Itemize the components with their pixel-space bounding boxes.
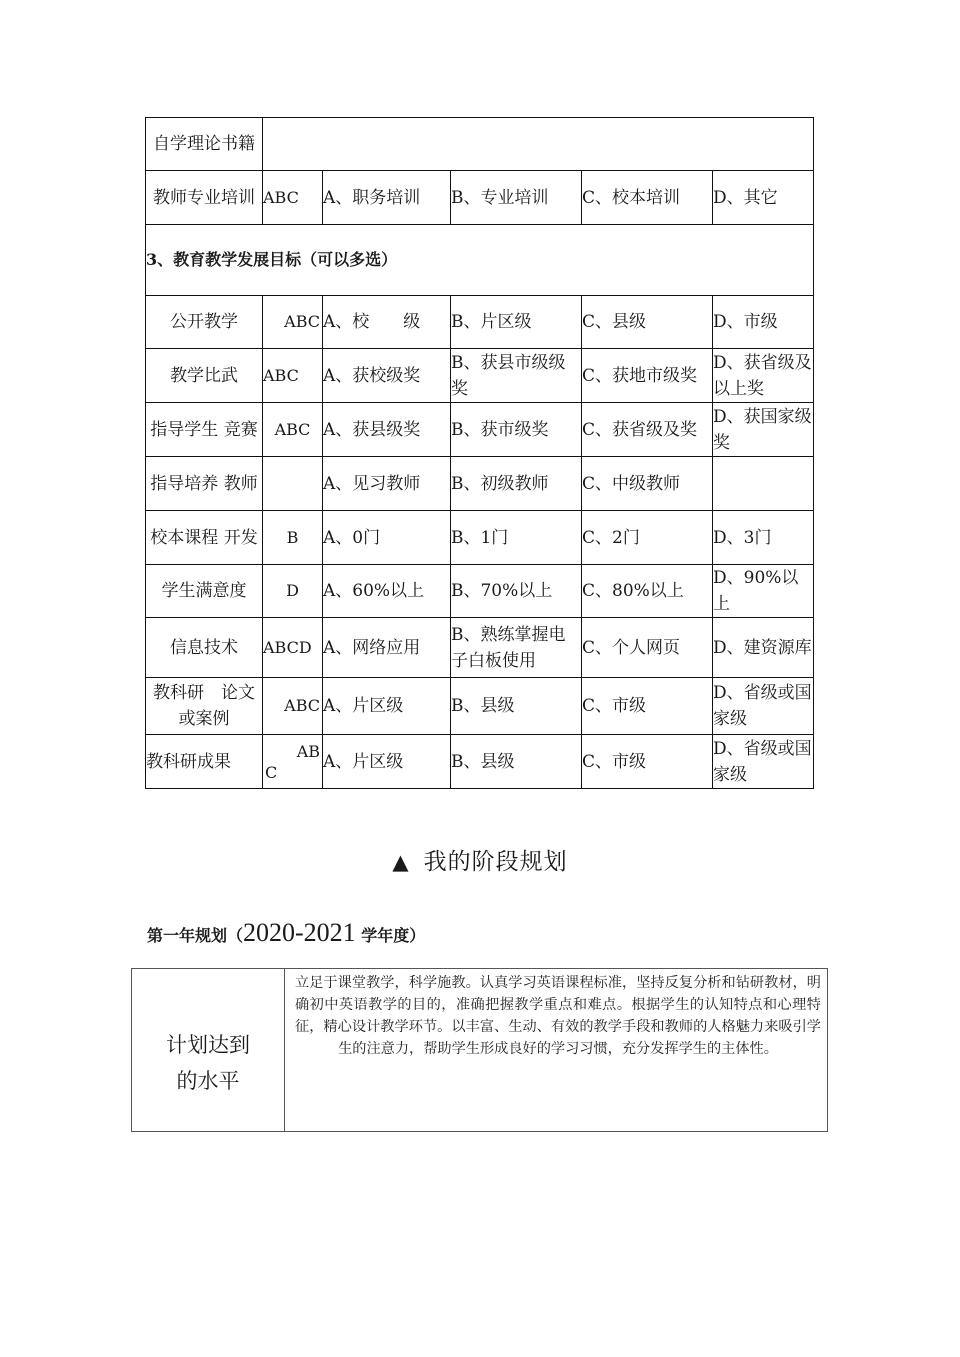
option-a: A、见习教师 [323, 457, 451, 511]
row-label: 自学理论书籍 [146, 118, 263, 171]
section-heading: 3、教育教学发展目标（可以多选） [146, 225, 814, 296]
row-label: 教师专业培训 [146, 171, 263, 225]
table-row-info-tech [146, 618, 814, 678]
selected-options: B [263, 511, 323, 565]
option-b: B、县级 [451, 735, 582, 789]
option-c: C、个人网页 [582, 618, 713, 678]
option-b: B、1门 [451, 511, 582, 565]
option-c: C、2门 [582, 511, 713, 565]
option-c: C、校本培训 [582, 171, 713, 225]
option-d: D、市级 [713, 296, 814, 349]
year-range: 2020-2021 [243, 918, 356, 947]
option-d: D、其它 [713, 171, 814, 225]
table-row-self-study [146, 118, 814, 171]
option-c: C、中级教师 [582, 457, 713, 511]
option-b: B、获县市级级奖 [451, 349, 582, 403]
option-d: D、获国家级奖 [713, 403, 814, 457]
option-c: C、市级 [582, 678, 713, 735]
plan-level-label-text: 计划达到的水平 [166, 1033, 250, 1093]
option-a: A、片区级 [323, 678, 451, 735]
option-a: A、片区级 [323, 735, 451, 789]
option-c: C、市级 [582, 735, 713, 789]
row-label: 公开教学 [146, 296, 263, 349]
option-a: A、职务培训 [323, 171, 451, 225]
option-d: D、90%以上 [713, 565, 814, 618]
plan-level-label [132, 969, 285, 1131]
table-row-student-satisfaction [146, 565, 814, 618]
table-row-professional-training [146, 171, 814, 225]
option-a: A、0门 [323, 511, 451, 565]
option-d: D、建资源库 [713, 618, 814, 678]
selected-options: ABC [263, 678, 323, 735]
stage-planning-title: 我的阶段规划 [423, 849, 568, 875]
option-c: C、获省级及奖 [582, 403, 713, 457]
triangle-marker-icon: ▲ [392, 850, 410, 874]
selected-options: ABC [263, 403, 323, 457]
option-a: A、网络应用 [323, 618, 451, 678]
row-label: 指导学生 竞赛 [146, 403, 263, 457]
option-b: B、70%以上 [451, 565, 582, 618]
option-d: D、3门 [713, 511, 814, 565]
option-c: C、县级 [582, 296, 713, 349]
option-d: D、省级或国家级 [713, 735, 814, 789]
table-row-research-results [146, 735, 814, 789]
row-label: 教科研成果 [146, 735, 263, 789]
option-a: A、获县级奖 [323, 403, 451, 457]
table-row-mentor-teachers [146, 457, 814, 511]
option-b: B、熟练掌握电子白板使用 [451, 618, 582, 678]
option-c: C、获地市级奖 [582, 349, 713, 403]
selected-options: D [263, 565, 323, 618]
selected-options-part-1: AB [296, 742, 320, 761]
option-b: B、片区级 [451, 296, 582, 349]
selected-options: ABC [263, 296, 323, 349]
table-row-teaching-contest [146, 349, 814, 403]
row-label: 教科研 论文或案例 [146, 678, 263, 735]
year-suffix: 学年度） [355, 926, 426, 945]
table-row-open-class [146, 296, 814, 349]
option-a: A、获校级奖 [323, 349, 451, 403]
option-b: B、获市级奖 [451, 403, 582, 457]
row-label: 指导培养 教师 [146, 457, 263, 511]
merged-content-cell [263, 118, 814, 171]
selected-options [263, 735, 323, 789]
row-label: 校本课程 开发 [146, 511, 263, 565]
option-a: A、60%以上 [323, 565, 451, 618]
year-prefix: 第一年规划（ [147, 926, 244, 945]
selected-options: ABC [263, 171, 323, 225]
development-goals-table [145, 117, 814, 789]
option-d: D、省级或国家级 [713, 678, 814, 735]
year-plan-heading [147, 918, 425, 948]
table-row-research-papers [146, 678, 814, 735]
row-label: 教学比武 [146, 349, 263, 403]
option-b: B、初级教师 [451, 457, 582, 511]
option-b: B、县级 [451, 678, 582, 735]
option-d [713, 457, 814, 511]
option-d: D、获省级及以上奖 [713, 349, 814, 403]
selected-options-part-2: C [265, 763, 278, 782]
option-b: B、专业培训 [451, 171, 582, 225]
section-header-row [146, 225, 814, 296]
table-row-school-curriculum [146, 511, 814, 565]
option-c: C、80%以上 [582, 565, 713, 618]
selected-options: ABC [263, 349, 323, 403]
option-a: A、校 级 [323, 296, 451, 349]
table-row-student-competition [146, 403, 814, 457]
row-label: 信息技术 [146, 618, 263, 678]
year-plan-table [131, 968, 828, 1132]
plan-level-content: 立足于课堂教学，科学施教。认真学习英语课程标准，坚持反复分析和钻研教材，明确初中英语教学的目的，准确把握教学重点和难点。根据学生的认知特点和心理特征，精心设计教学环节。以丰富、生动、有效的教学手段和教师的人格魅力来吸引学生的注意力，帮助学生形成良好的学习习惯，充分发挥学生的主体性。 [295, 975, 821, 1057]
selected-options: ABCD [263, 618, 323, 678]
stage-planning-heading [0, 843, 960, 876]
selected-options [263, 457, 323, 511]
row-label: 学生满意度 [146, 565, 263, 618]
